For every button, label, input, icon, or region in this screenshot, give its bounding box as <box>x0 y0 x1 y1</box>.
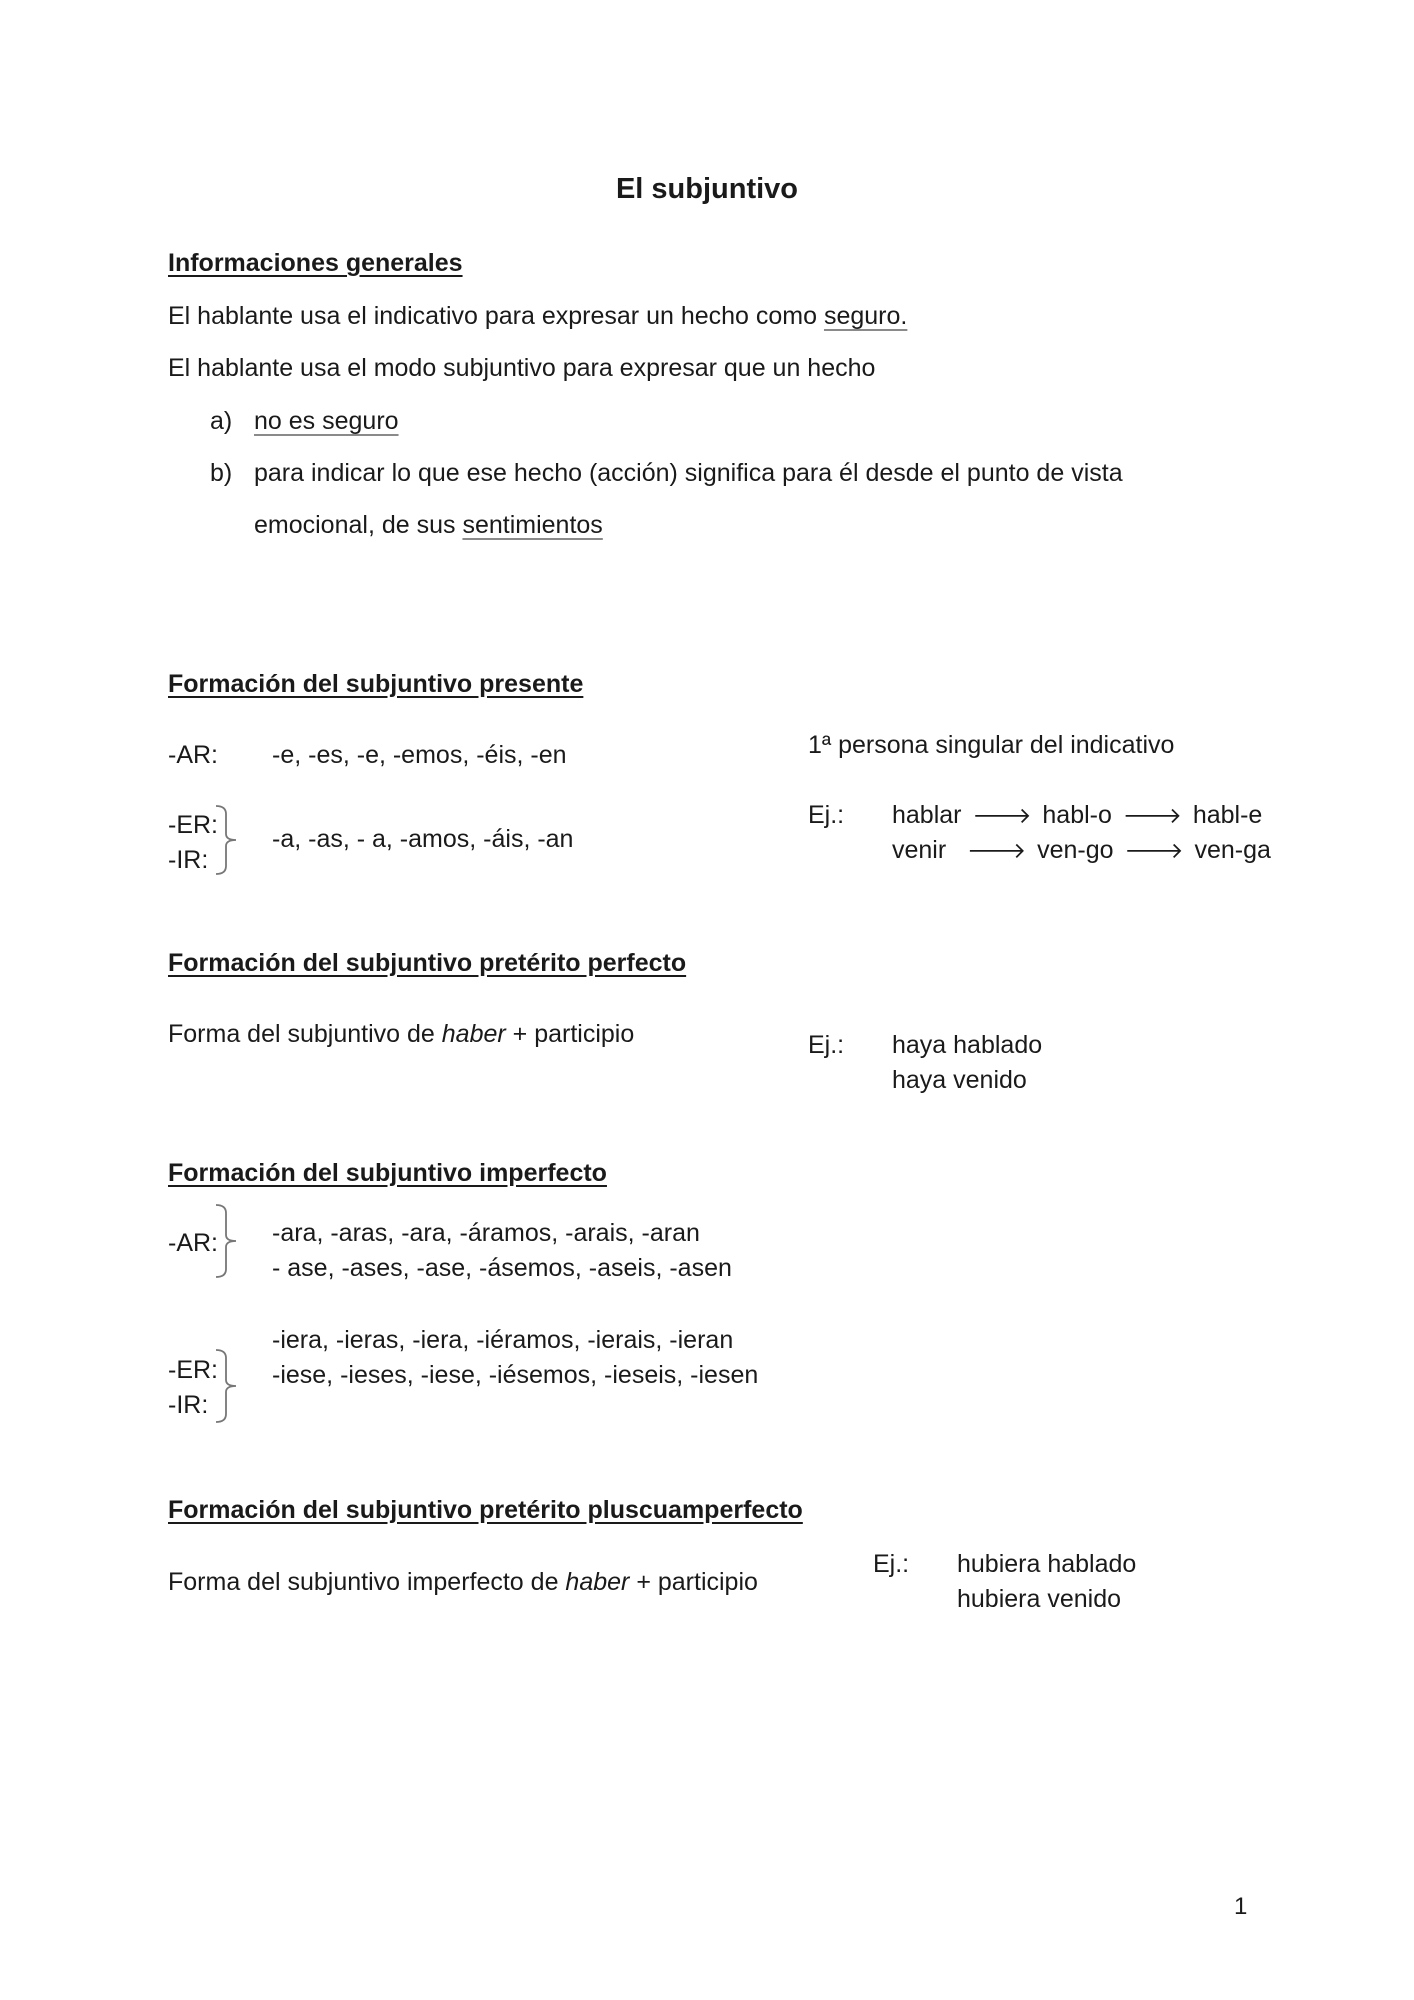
brace-presente-er-ir <box>212 804 244 876</box>
pluscuamperfecto-example-label: Ej.: <box>873 1550 910 1578</box>
example-2-step-1: ven-go <box>1037 836 1114 864</box>
section-heading-pluscuamperfecto: Formación del subjuntivo pretérito pluscuamperfecto <box>168 1496 803 1524</box>
general-line-1-text: El hablante usa el indicativo para expresar un hecho como <box>168 302 824 330</box>
list-item-b-line-2 <box>254 510 603 540</box>
presente-example-1 <box>892 800 1262 830</box>
underlined-sentimientos: sentimientos <box>462 511 603 539</box>
general-line-1 <box>168 301 907 331</box>
perfecto-form-suffix: + participio <box>505 1020 635 1048</box>
presente-ar-endings: -e, -es, -e, -emos, -éis, -en <box>272 741 567 769</box>
perfecto-example-label: Ej.: <box>808 1031 845 1059</box>
example-1-step-1: habl-o <box>1042 801 1112 829</box>
example-2-verb: venir <box>892 836 947 864</box>
presente-er-label: -ER: <box>168 811 218 839</box>
perfecto-example-1: haya hablado <box>892 1031 1043 1059</box>
presente-example-2 <box>892 835 1271 865</box>
general-line-2: El hablante usa el modo subjuntivo para expresar que un hecho <box>168 354 876 382</box>
list-item-b-line-1: para indicar lo que ese hecho (acción) significa para él desde el punto de vista <box>254 459 1123 487</box>
section-heading-perfecto: Formación del subjuntivo pretérito perfecto <box>168 949 687 977</box>
page-number: 1 <box>1234 1893 1248 1920</box>
presente-er-ir-endings: -a, -as, - a, -amos, -áis, -an <box>272 825 574 853</box>
arrow-icon: 🡒 <box>1124 839 1184 864</box>
pluscuamperfecto-form-suffix: + participio <box>629 1568 758 1596</box>
pluscuamperfecto-form <box>168 1567 758 1597</box>
pluscuamperfecto-example-2: hubiera venido <box>957 1585 1122 1613</box>
imperfecto-er-ir-endings-ra: -iera, -ieras, -iera, -iéramos, -ierais, -ieran <box>272 1326 734 1354</box>
imperfecto-ar-endings-ra: -ara, -aras, -ara, -áramos, -arais, -aran <box>272 1219 700 1247</box>
brace-imperfecto-ar <box>212 1203 244 1279</box>
pluscuamperfecto-example-1: hubiera hablado <box>957 1550 1137 1578</box>
example-1-verb: hablar <box>892 801 962 829</box>
list-marker-b: b) <box>210 459 233 487</box>
presente-example-label: Ej.: <box>808 801 845 829</box>
arrow-icon: 🡒 <box>967 839 1027 864</box>
presente-base-note: 1ª persona singular del indicativo <box>808 731 1175 759</box>
perfecto-form <box>168 1019 634 1049</box>
example-2-step-2: ven-ga <box>1194 836 1271 864</box>
perfecto-example-2: haya venido <box>892 1066 1027 1094</box>
imperfecto-er-ir-endings-se: -iese, -ieses, -iese, -iésemos, -ieseis, -iesen <box>272 1361 759 1389</box>
section-heading-presente: Formación del subjuntivo presente <box>168 670 584 698</box>
list-item-a <box>254 406 399 436</box>
arrow-icon: 🡒 <box>972 804 1032 829</box>
pluscuamperfecto-form-prefix: Forma del subjuntivo imperfecto de <box>168 1568 566 1596</box>
example-1-step-2: habl-e <box>1192 801 1263 829</box>
perfecto-form-prefix: Forma del subjuntivo de <box>168 1020 442 1048</box>
arrow-icon: 🡒 <box>1122 804 1182 829</box>
pluscuamperfecto-form-haber: haber <box>565 1568 630 1596</box>
imperfecto-ar-endings-se: - ase, -ases, -ase, -ásemos, -aseis, -asen <box>272 1254 732 1282</box>
page-title: El subjuntivo <box>615 173 799 205</box>
presente-ar-label: -AR: <box>168 741 218 769</box>
section-heading-imperfecto: Formación del subjuntivo imperfecto <box>168 1159 607 1187</box>
section-heading-general: Informaciones generales <box>168 249 463 277</box>
brace-imperfecto-er-ir <box>212 1348 244 1424</box>
perfecto-form-haber: haber <box>441 1020 506 1048</box>
underlined-no-es-seguro: no es seguro <box>254 407 399 435</box>
list-marker-a: a) <box>210 407 233 435</box>
underlined-seguro: seguro. <box>823 302 908 330</box>
imperfecto-er-label: -ER: <box>168 1356 218 1384</box>
list-item-b-line-2-text: emocional, de sus <box>254 511 463 539</box>
imperfecto-ar-label: -AR: <box>168 1229 218 1257</box>
imperfecto-ir-label: -IR: <box>168 1391 209 1419</box>
presente-ir-label: -IR: <box>168 846 209 874</box>
